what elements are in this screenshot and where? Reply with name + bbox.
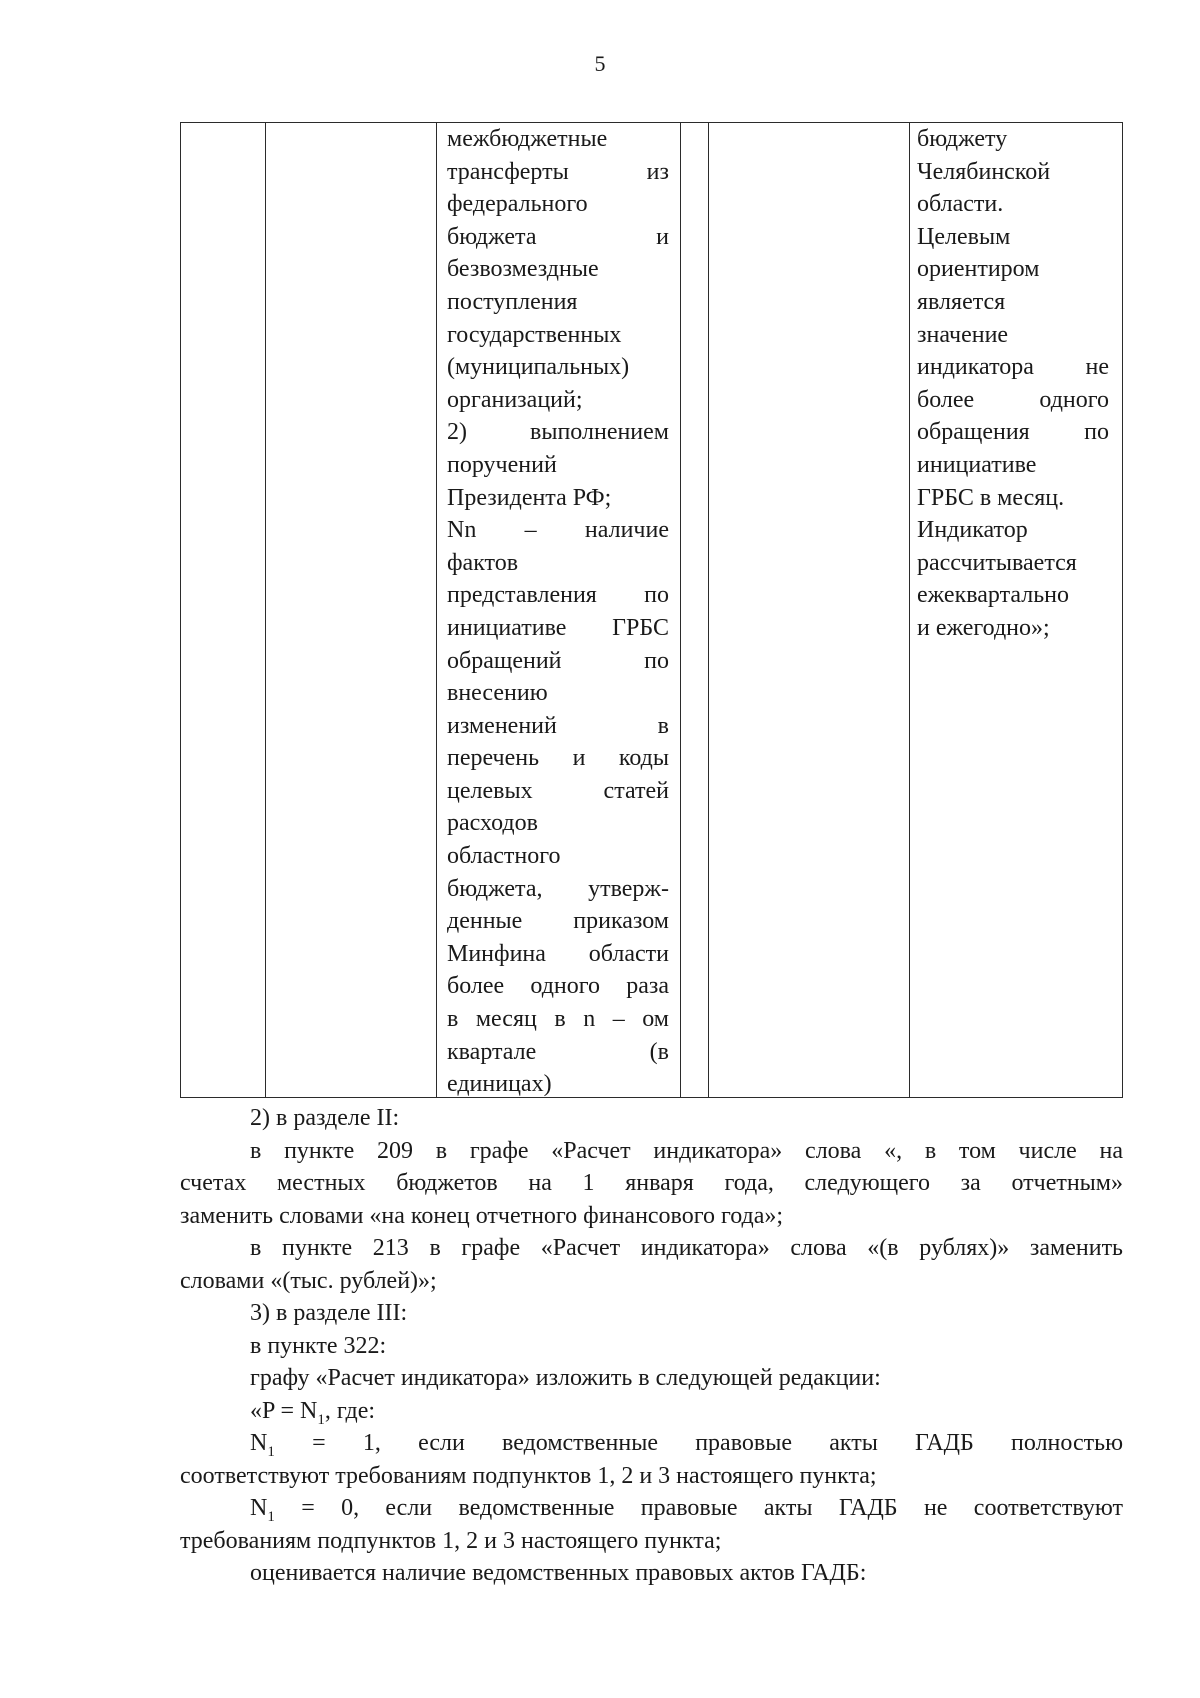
formula-n1-one-line: $N_1 = 1$, если ведомственные правовые акты ГАДБ полностью [250,1430,1123,1460]
body-line: в пункте 213 в графе «Расчет индикатора» слова «(в рублях)» заменить [250,1235,1123,1261]
formula-n1-one-continuation: соответствуют требованиям подпунктов 1, 2 и 3 настоящего пункта; [180,1462,877,1489]
table-cell-line: более одного раза [447,973,669,1000]
body-line: в пункте 322: [250,1332,387,1359]
table-cell-line: трансферты из [447,158,669,185]
page-number: 5 [594,51,606,76]
table-cell-line: 2) выполнением [447,419,669,446]
body-line: графу «Расчет индикатора» изложить в следующей редакции: [250,1365,881,1391]
indicator-comment-cell [917,123,1109,645]
table-cell-line: является [917,288,1006,315]
table-cell-line: Минфина области [447,940,669,967]
formula-n1-zero-continuation: требованиям подпунктов 1, 2 и 3 настоящего пункта; [180,1527,722,1554]
table-cell-line: инициативе ГРБС [447,614,669,641]
table-cell-line: изменений в [447,712,669,739]
table-cell-line: областного [447,843,561,870]
table-cell-line: представления по [447,582,669,609]
closing-line: оценивается наличие ведомственных правовых актов ГАДБ: [250,1560,867,1586]
table-cell-line: организаций; [447,386,583,413]
table-cell-line: бюджета, утверж- [447,875,669,902]
table-cell-line: Nn – наличие [447,517,669,544]
table-cell-line: фактов [447,549,519,576]
table-cell-line: более одного [917,386,1109,413]
body-line: словами «(тыс. рублей)»; [180,1267,437,1294]
formula-p-line: «$P = N_1$, где: [250,1397,376,1428]
table-cell-line: целевых статей [447,777,669,804]
table-cell-line: поступления [447,288,578,315]
formula-n1-zero-line: $N_1 = 0$, если ведомственные правовые акты ГАДБ не соответствуют [250,1495,1123,1525]
table-cell-line: Челябинской [917,158,1051,185]
table-column-divider [436,123,437,1097]
table-cell-line: индикатора не [917,354,1109,381]
body-line: 3) в разделе III: [250,1300,408,1326]
table-cell-line: значение [917,321,1009,348]
table-cell-line: обращения по [917,419,1109,446]
table-column-divider [909,123,910,1097]
table-cell-line: (муниципальных) [447,354,630,381]
table-cell-line: федерального [447,191,588,218]
table-cell-line: Целевым [917,223,1011,250]
table-column-divider [265,123,266,1097]
table-cell-line: государственных [447,321,622,348]
table-column-divider [708,123,709,1097]
indicator-table [180,122,1123,1098]
indicator-calculation-cell [447,123,669,1101]
table-cell-line: бюджета и [447,223,669,250]
table-cell-line: безвозмездные [447,256,599,283]
table-cell-line: Президента РФ; [447,484,612,511]
table-cell-line: единицах) [447,1071,552,1098]
table-cell-line: Индикатор [917,517,1028,544]
table-cell-line: бюджету [917,126,1008,152]
amendment-text [180,1102,1123,1590]
table-cell-line: ориентиром [917,256,1040,283]
body-line: в пункте 209 в графе «Расчет индикатора» слова «, в том числе на [250,1137,1123,1164]
table-cell-line: области. [917,191,1004,218]
table-cell-line: расходов [447,810,538,837]
table-cell-line: инициативе [917,451,1037,478]
table-cell-line: ежеквартально [917,582,1069,609]
body-line: счетах местных бюджетов на 1 января года, следующего за отчетным» [180,1170,1123,1196]
table-cell-line: в месяц в n – ом [447,1006,669,1033]
table-cell-line: обращений по [447,647,669,674]
table-cell-line: перечень и коды [447,745,669,772]
table-cell-line: внесению [447,680,548,707]
table-cell-line: поручений [447,451,557,478]
table-cell-line: межбюджетные [447,126,608,152]
table-cell-line: ГРБС в месяц. [917,484,1065,511]
table-cell-line: квартале (в [447,1038,669,1065]
body-line: заменить словами «на конец отчетного финансового года»; [180,1202,784,1229]
table-column-divider [680,123,681,1097]
table-cell-line: рассчитывается [917,549,1077,576]
table-cell-line: денные приказом [447,908,669,935]
body-line: 2) в разделе II: [250,1105,400,1131]
table-cell-line: и ежегодно»; [917,614,1050,641]
